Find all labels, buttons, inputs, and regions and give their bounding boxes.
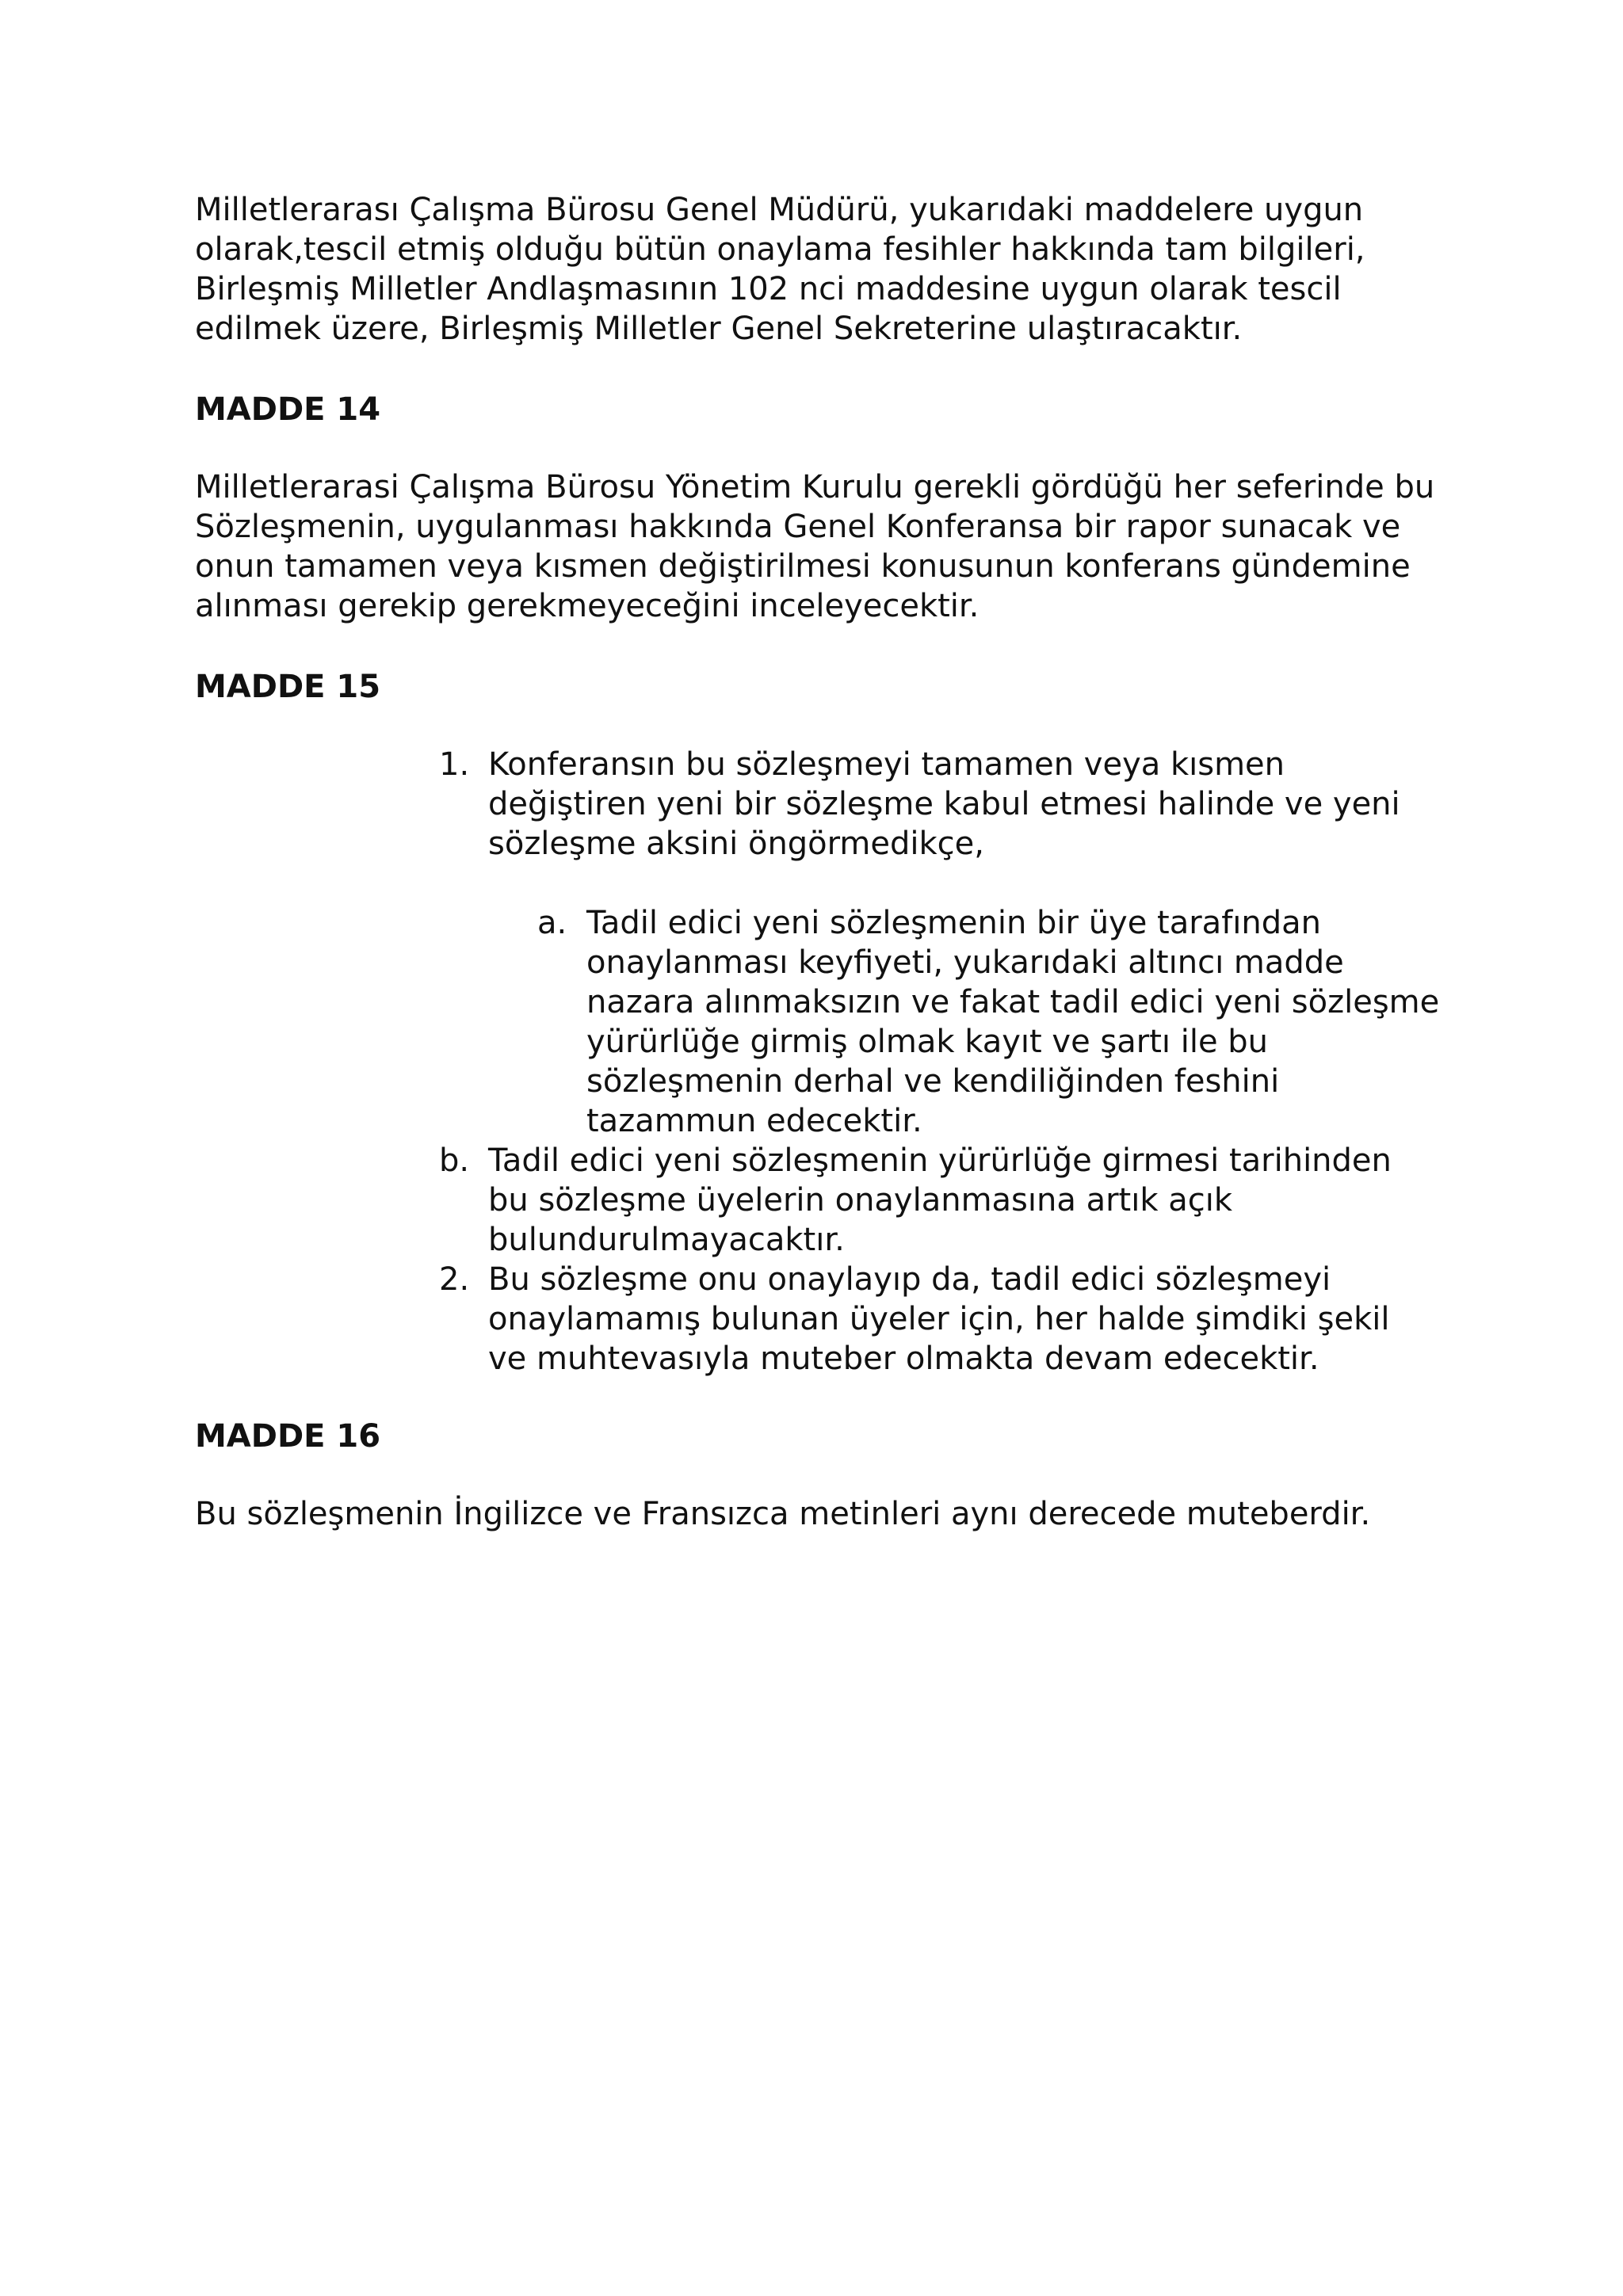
list-item-text: Tadil edici yeni sözleşmenin yürürlüğe girmesi tarihinden bu sözleşme üyelerin onaylanmasına artık açık bulundurulmayacaktır. xyxy=(488,1142,1392,1258)
article-15-heading: MADDE 15 xyxy=(195,669,381,705)
list-item-text: Tadil edici yeni sözleşmenin bir üye tarafından onaylanması keyfiyeti, yukarıdaki altıncı madde nazara alınmaksızın ve fakat tadil edici yeni sözleşme yürürlüğe girmiş olmak kayıt ve şartı ile bu sözleşmenin derhal ve kendiliğinden feshini tazammun edecektir. xyxy=(586,905,1440,1139)
article-16-heading: MADDE 16 xyxy=(195,1418,381,1455)
list-item-b xyxy=(439,1141,1431,1260)
list-item-text: Konferansın bu sözleşmeyi tamamen veya kısmen değiştiren yeni bir sözleşme kabul etmesi halinde ve yeni sözleşme aksini öngörmedikçe, xyxy=(488,746,1400,862)
list-marker: b. xyxy=(439,1142,470,1179)
article-16-text: Bu sözleşmenin İngilizce ve Fransızca metinleri aynı derecede muteberdir. xyxy=(195,1496,1371,1532)
intro-paragraph: Milletlerarası Çalışma Bürosu Genel Müdürü, yukarıdaki maddelere uygun olarak,tescil etmiş olduğu bütün onaylama fesihler hakkında tam bilgileri, Birleşmiş Milletler Andlaşmasının 102 nci maddesine uygun olarak tescil edilmek üzere, Birleşmiş Milletler Genel Sekreterine ulaştıracaktır. xyxy=(195,192,1365,347)
article-14-heading: MADDE 14 xyxy=(195,391,381,428)
list-item-1 xyxy=(439,745,1431,864)
list-marker: a. xyxy=(537,905,567,941)
article-14-text: Milletlerarasi Çalışma Bürosu Yönetim Kurulu gerekli gördüğü her seferinde bu Sözleşmenin, uygulanması hakkında Genel Konferansa bir rapor sunacak ve onun tamamen veya kısmen değiştirilmesi konusunun konferans gündemine alınması gerekip gerekmeyeceğini inceleyecektir. xyxy=(195,469,1435,624)
list-marker: 2. xyxy=(439,1261,470,1298)
list-item-2 xyxy=(439,1260,1431,1379)
list-item-a xyxy=(537,903,1442,1141)
document-page xyxy=(195,190,1447,1575)
list-item-text: Bu sözleşme onu onaylayıp da, tadil edici sözleşmeyi onaylamamış bulunan üyeler için, her halde şimdiki şekil ve muhtevasıyla muteber olmakta devam edecektir. xyxy=(488,1261,1390,1377)
article-15-list xyxy=(195,745,1447,1379)
list-marker: 1. xyxy=(439,746,470,783)
